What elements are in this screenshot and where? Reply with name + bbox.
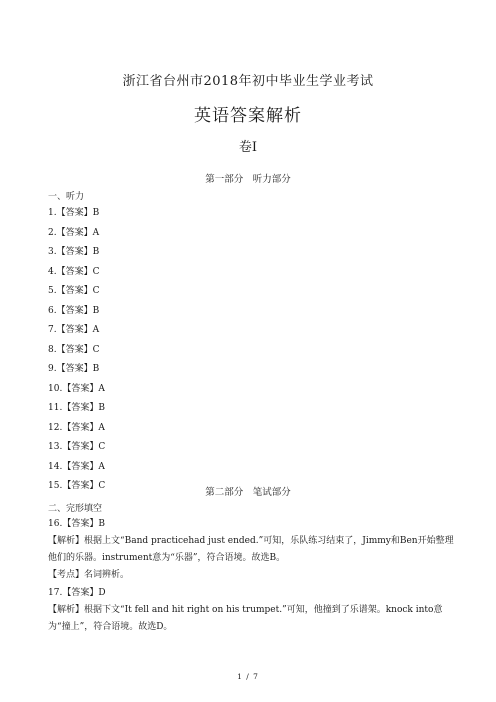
answer-item: 14.【答案】A <box>48 461 105 472</box>
q16-analysis: 【解析】根据上文“Band practicehad just ended.”可知，乐队练习结束了，Jimmy和Ben开始整理他们的乐器。instrument意为“乐器”，符合语境。故选B。 <box>48 536 454 563</box>
answer-item: 15.【答案】C <box>48 481 106 491</box>
answer-item: 3.【答案】B <box>48 247 100 257</box>
exam-title: 浙江省台州市2018年初中毕业生学业考试 <box>122 74 374 89</box>
answer-item: 2.【答案】A <box>48 227 100 238</box>
q17-answer: 17.【答案】D <box>48 588 106 598</box>
answer-item: 13.【答案】C <box>48 442 106 452</box>
answer-item: 6.【答案】B <box>48 305 100 316</box>
q16-point: 【考点】名词辨析。 <box>48 570 130 580</box>
q16-answer: 16.【答案】B <box>48 519 105 529</box>
answer-item: 10.【答案】A <box>48 383 105 394</box>
answer-item: 4.【答案】C <box>48 266 100 277</box>
answer-item: 9.【答案】B <box>48 364 100 374</box>
answer-item: 7.【答案】A <box>48 325 100 335</box>
answer-item: 8.【答案】C <box>48 344 100 355</box>
question-16 <box>48 516 456 584</box>
question-17 <box>48 585 456 636</box>
listening-heading: 一、听力 <box>48 192 85 202</box>
part2-title: 第二部分 笔试部分 <box>205 487 291 498</box>
answer-item: 5.【答案】C <box>48 286 100 296</box>
answer-item: 1.【答案】B <box>48 208 100 218</box>
answer-item: 11.【答案】B <box>48 403 105 413</box>
volume-label: 卷Ⅰ <box>238 140 258 155</box>
q17-analysis: 【解析】根据下文“It fell and hit right on his trumpet.”可知，他撞到了乐谱架。knock into意为“撞上”，符合语境。故选D。 <box>48 605 443 632</box>
listening-answer-list <box>48 207 105 500</box>
cloze-heading: 二、完形填空 <box>48 504 103 514</box>
document-title: 英语答案解析 <box>194 106 302 126</box>
part1-title: 第一部分 听力部分 <box>205 174 291 185</box>
page-number: 1 / 7 <box>237 672 259 681</box>
answer-item: 12.【答案】A <box>48 422 105 433</box>
